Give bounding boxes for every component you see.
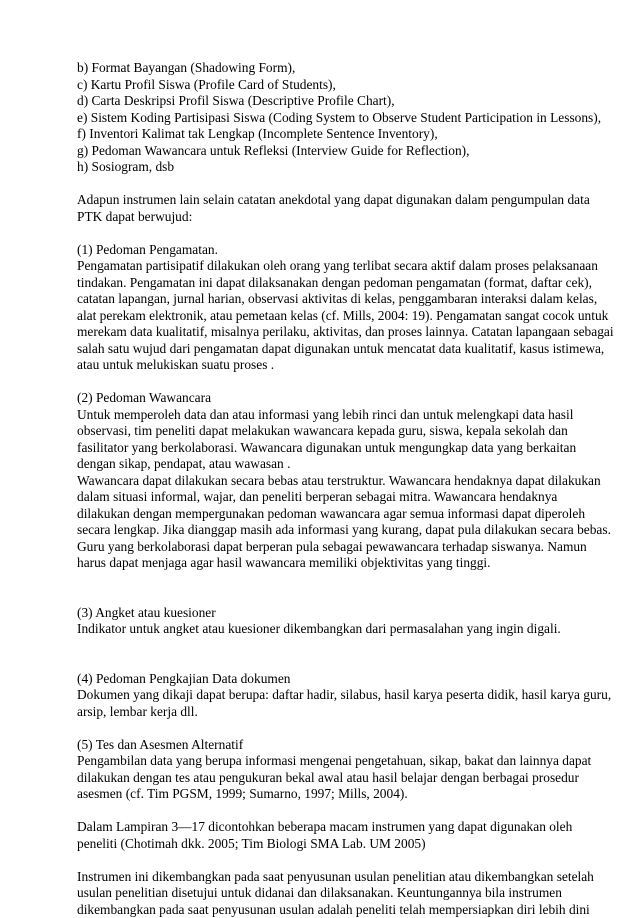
paragraph-gap [77,588,597,605]
paragraph-gap [77,720,597,737]
text-line: (4) Pedoman Pengkajian Data dokumen [77,671,597,688]
text-line: (2) Pedoman Wawancara [77,390,597,407]
text-line: Adapun instrumen lain selain catatan anekdotal yang dapat digunakan dalam pengumpulan data [77,192,597,209]
text-line: PTK dapat berwujud: [77,209,597,226]
text-line: tindakan. Pengamatan ini dapat dilaksanakan dengan pedoman pengamatan (format, daftar cek), [77,275,597,292]
text-line: Dokumen yang dikaji dapat berupa: daftar hadir, silabus, hasil karya peserta didik, hasil karya guru, [77,687,597,704]
text-line: secara lengkap. Jika dianggap masih ada informasi yang kurang, dapat pula dilakukan secara bebas. [77,522,597,539]
text-line: h) Sosiogram, dsb [77,159,597,176]
document-page [77,60,597,918]
text-line: Guru yang berkolaborasi dapat berperan pula sebagai pewawancara terhadap siswanya. Namun [77,539,597,556]
paragraph-gap [77,803,597,820]
text-line: f) Inventori Kalimat tak Lengkap (Incomplete Sentence Inventory), [77,126,597,143]
paragraph-gap [77,638,597,655]
text-line: harus dapat menjaga agar hasil wawancara memiliki objektivitas yang tinggi. [77,555,597,572]
paragraph-gap [77,176,597,193]
text-line: c) Kartu Profil Siswa (Profile Card of Students), [77,77,597,94]
text-line: atau untuk melukiskan suatu proses . [77,357,597,374]
text-line: (1) Pedoman Pengamatan. [77,242,597,259]
text-line: fasilitator yang berkolaborasi. Wawancara digunakan untuk mengungkap data yang berkaitan [77,440,597,457]
text-line: merekam data kualitatif, misalnya perilaku, aktivitas, dan proses lainnya. Catatan lapangaan sebagai [77,324,597,341]
text-line: Instrumen ini dikembangkan pada saat penyusunan usulan penelitian atau dikembangkan setelah [77,869,597,886]
text-line: dalam situasi informal, wajar, dan peneliti berperan sebagai mitra. Wawancara hendaknya [77,489,597,506]
paragraph-gap [77,225,597,242]
text-line: dilakukan dengan mempergunakan pedoman wawancara agar semua informasi dapat diperoleh [77,506,597,523]
text-line: catatan lapangan, jurnal harian, observasi aktivitas di kelas, penggambaran interaksi dalam kelas, [77,291,597,308]
text-line: Dalam Lampiran 3—17 dicontohkan beberapa macam instrumen yang dapat digunakan oleh [77,819,597,836]
paragraph-gap [77,852,597,869]
text-line: (3) Angket atau kuesioner [77,605,597,622]
text-line: observasi, tim peneliti dapat melakukan wawancara kepada guru, siswa, kepala sekolah dan [77,423,597,440]
text-line: Pengambilan data yang berupa informasi mengenai pengetahuan, sikap, bakat dan lainnya dapat [77,753,597,770]
paragraph-gap [77,374,597,391]
text-line: Pengamatan partisipatif dilakukan oleh orang yang terlibat secara aktif dalam proses pelaksanaan [77,258,597,275]
text-line: d) Carta Deskripsi Profil Siswa (Descriptive Profile Chart), [77,93,597,110]
text-line: arsip, lembar kerja dll. [77,704,597,721]
paragraph-gap [77,654,597,671]
text-line: dengan sikap, pendapat, atau wawasan . [77,456,597,473]
text-line: Indikator untuk angket atau kuesioner dikembangkan dari permasalahan yang ingin digali. [77,621,597,638]
text-line: (5) Tes dan Asesmen Alternatif [77,737,597,754]
text-line: alat perekam elektronik, atau pemetaan kelas (cf. Mills, 2004: 19). Pengamatan sangat cocok untuk [77,308,597,325]
text-line: b) Format Bayangan (Shadowing Form), [77,60,597,77]
text-line: Wawancara dapat dilakukan secara bebas atau terstruktur. Wawancara hendaknya dapat dilakukan [77,473,597,490]
text-line: Untuk memperoleh data dan atau informasi yang lebih rinci dan untuk melengkapi data hasil [77,407,597,424]
text-line: peneliti (Chotimah dkk. 2005; Tim Biologi SMA Lab. UM 2005) [77,836,597,853]
text-line: asesmen (cf. Tim PGSM, 1999; Sumarno, 1997; Mills, 2004). [77,786,597,803]
text-line: g) Pedoman Wawancara untuk Refleksi (Interview Guide for Reflection), [77,143,597,160]
text-line: salah satu wujud dari pengamatan dapat digunakan untuk mencatat data kualitatif, kasus istimewa, [77,341,597,358]
text-line: e) Sistem Koding Partisipasi Siswa (Coding System to Observe Student Participation in Lessons), [77,110,597,127]
paragraph-gap [77,572,597,589]
text-line: dilakukan dengan tes atau pengukuran bekal awal atau hasil belajar dengan berbagai prosedur [77,770,597,787]
text-line: dikembangkan pada saat penyusunan usulan adalah peneliti telah mempersiapkan diri lebih dini [77,902,597,918]
text-line: usulan penelitian disetujui untuk didanai dan dilaksanakan. Keuntungannya bila instrumen [77,885,597,902]
